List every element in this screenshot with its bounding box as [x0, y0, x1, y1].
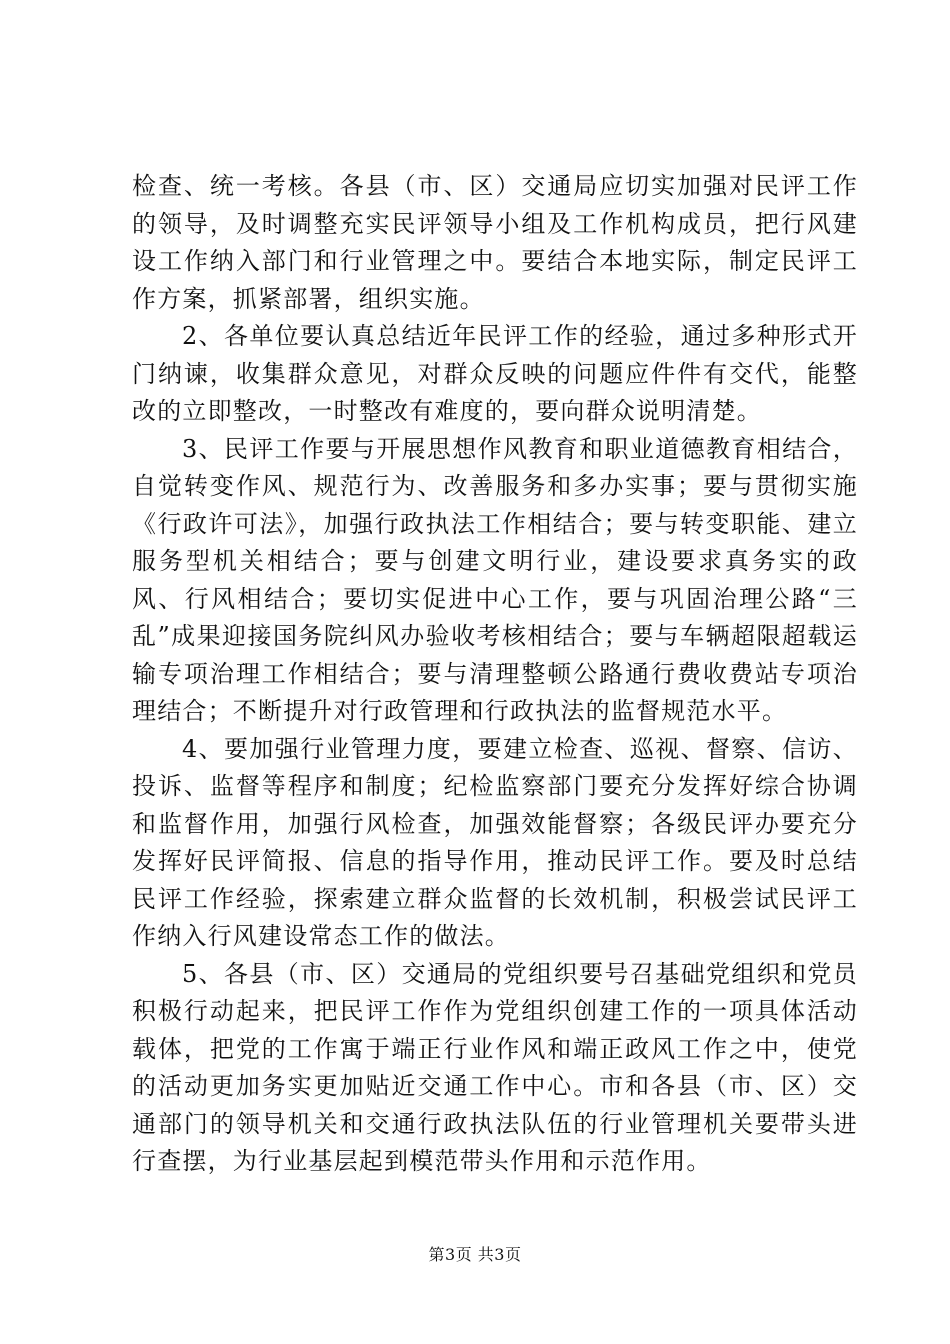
page-number-footer: 第3页 共3页 — [428, 1245, 522, 1264]
document-body — [132, 168, 858, 1181]
paragraph-item-2: 2、各单位要认真总结近年民评工作的经验，通过多种形式开门纳谏，收集群众意见，对群众反映的问题应件件有交代，能整改的立即整改，一时整改有难度的，要向群众说明清楚。 — [132, 322, 858, 425]
paragraph-item-3: 3、民评工作要与开展思想作风教育和职业道德教育相结合，自觉转变作风、规范行为、改善服务和多办实事；要与贯彻实施《行政许可法》，加强行政执法工作相结合；要与转变职能、建立服务型机关相结合；要与创建文明行业，建设要求真务实的政风、行风相结合；要切实促进中心工作，要与巩固治理公路“三乱”成果迎接国务院纠风办验收考核相结合；要与车辆超限超载运输专项治理工作相结合；要与清理整顿公路通行费收费站专项治理结合；不断提升对行政管理和行政执法的监督规范水平。 — [132, 434, 858, 725]
paragraph-intro: 检查、统一考核。各县（市、区）交通局应切实加强对民评工作的领导，及时调整充实民评领导小组及工作机构成员，把行风建设工作纳入部门和行业管理之中。要结合本地实际，制定民评工作方案，抓紧部署，组织实施。 — [132, 172, 858, 313]
paragraph-item-5: 5、各县（市、区）交通局的党组织要号召基础党组织和党员积极行动起来，把民评工作作为党组织创建工作的一项具体活动载体，把党的工作寓于端正行业作风和端正政风工作之中，使党的活动更加务实更加贴近交通工作中心。市和各县（市、区）交通部门的领导机关和交通行政执法队伍的行业管理机关要带头进行查摆，为行业基层起到模范带头作用和示范作用。 — [132, 959, 858, 1175]
paragraph-item-4: 4、要加强行业管理力度，要建立检查、巡视、督察、信访、投诉、监督等程序和制度；纪检监察部门要充分发挥好综合协调和监督作用，加强行风检查，加强效能督察；各级民评办要充分发挥好民评简报、信息的指导作用，推动民评工作。要及时总结民评工作经验，探索建立群众监督的长效机制，积极尝试民评工作纳入行风建设常态工作的做法。 — [132, 734, 858, 950]
